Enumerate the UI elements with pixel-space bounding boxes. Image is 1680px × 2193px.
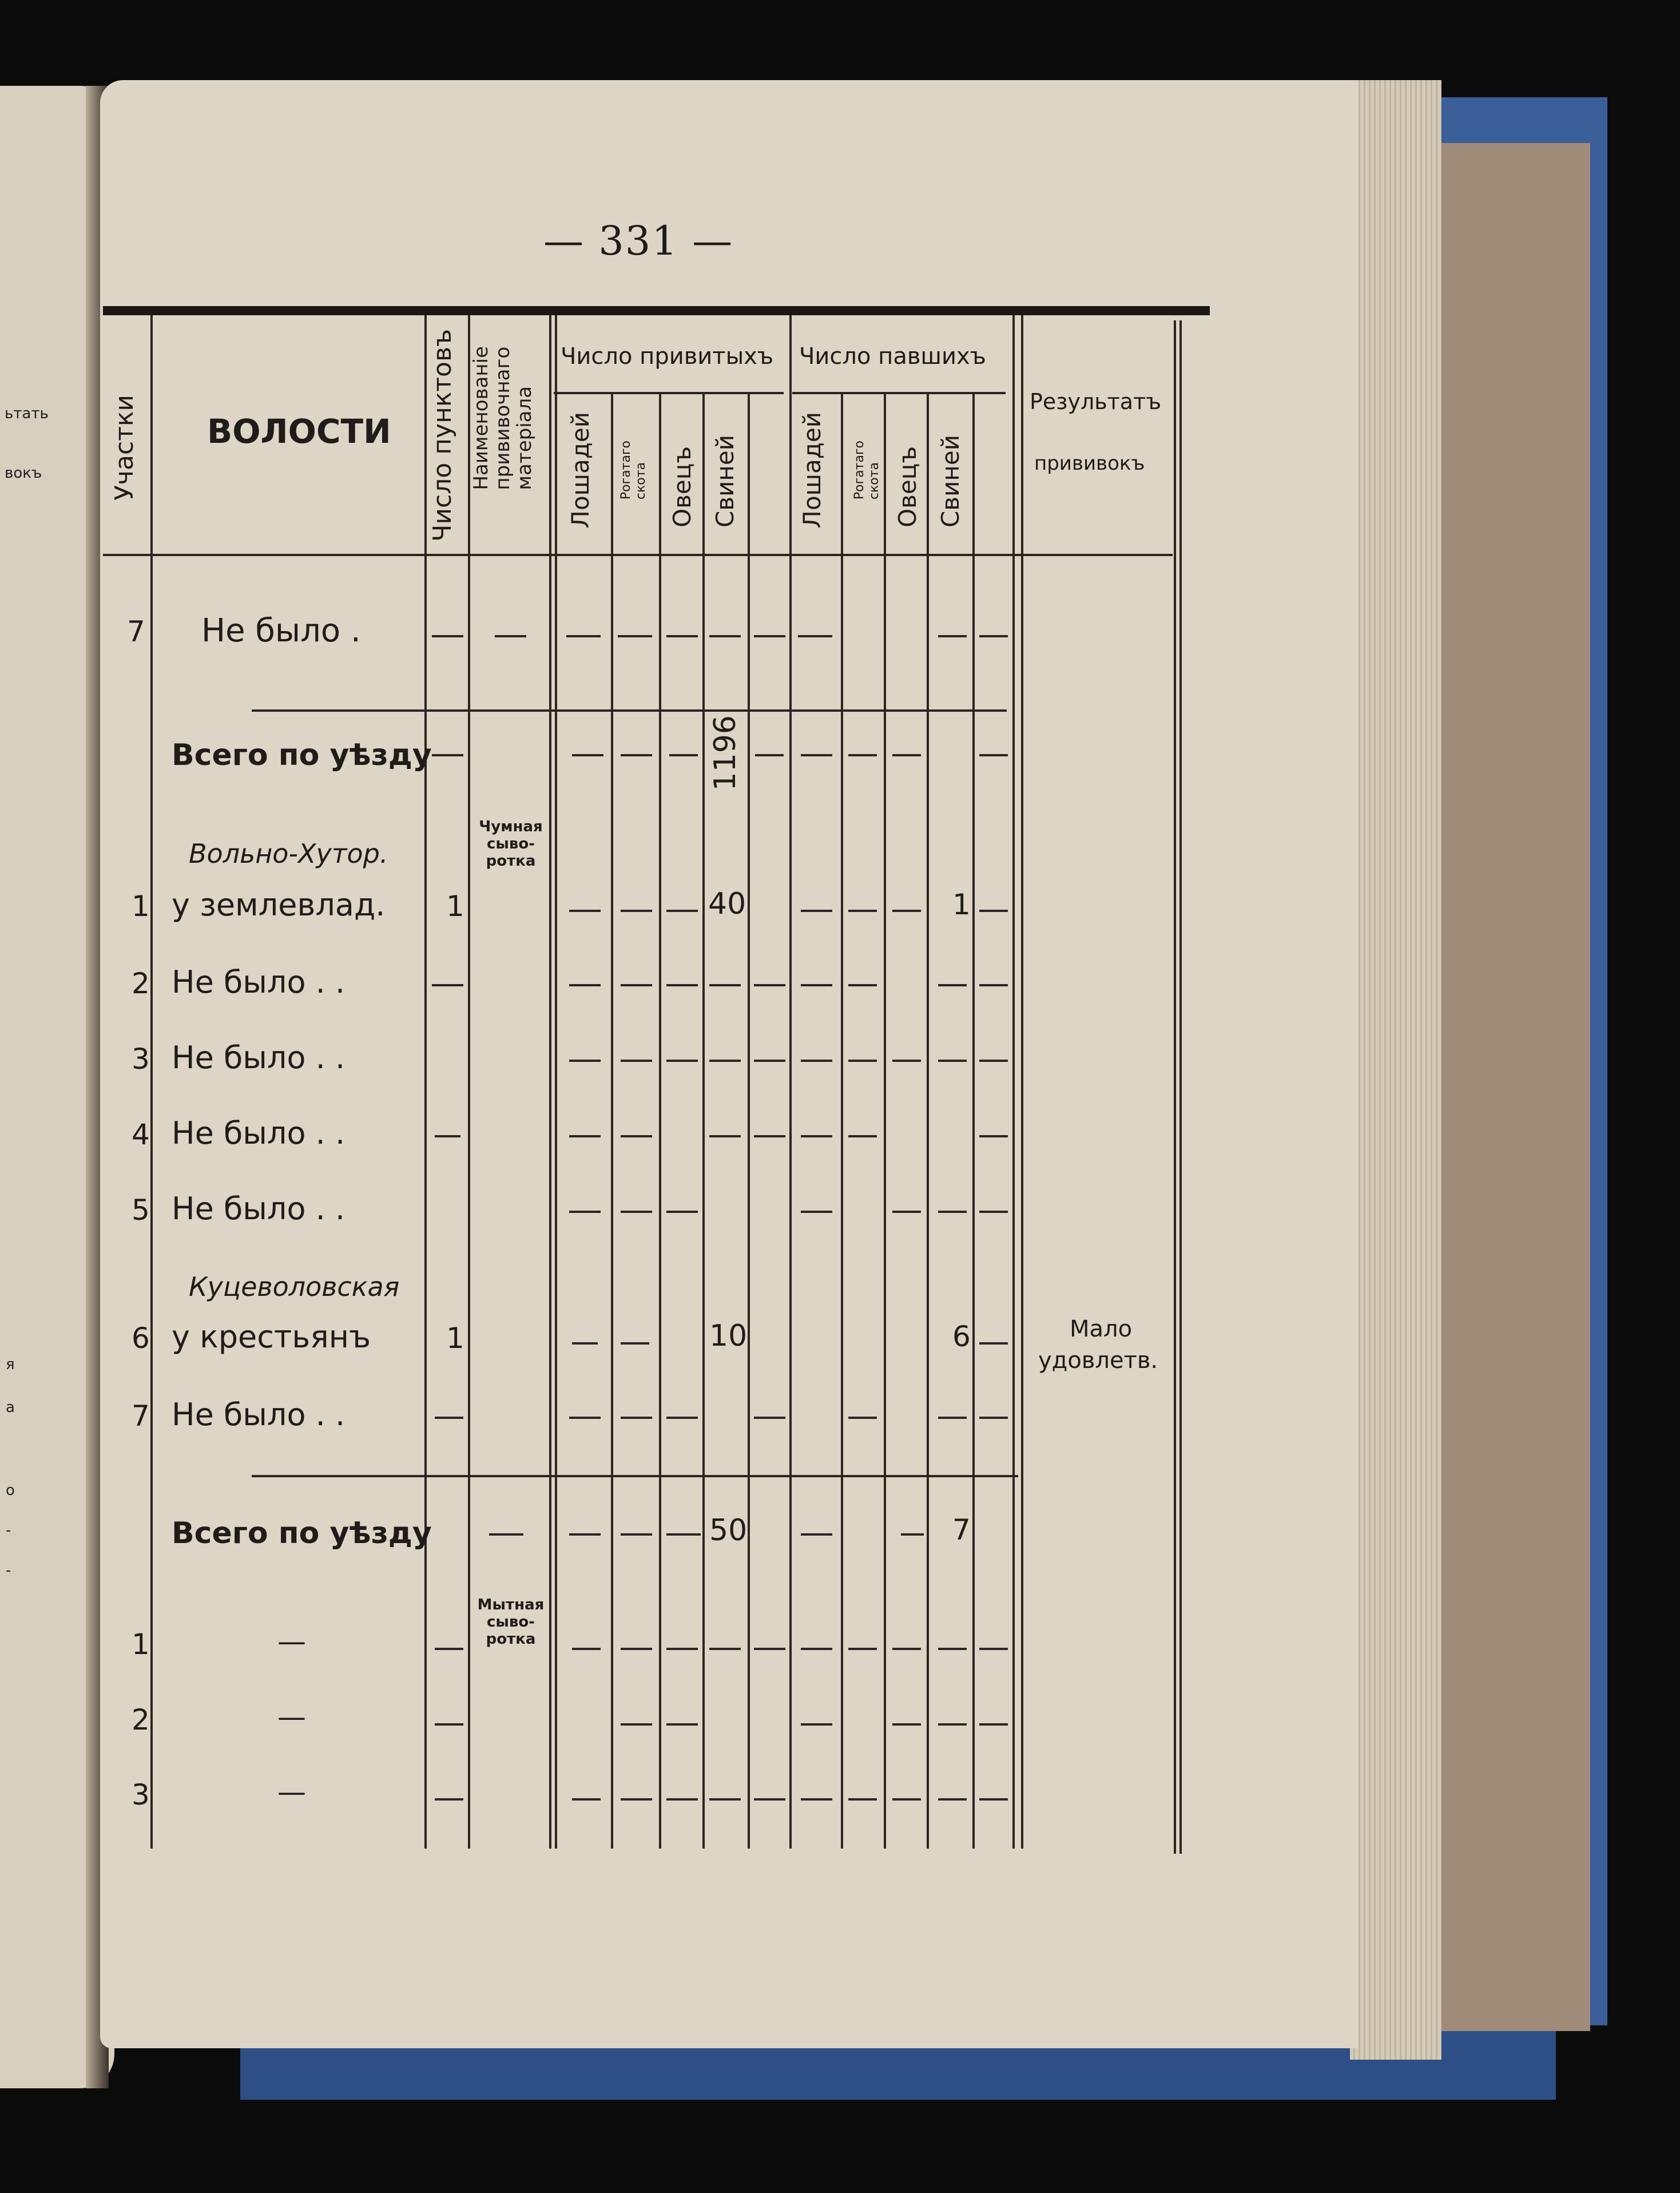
empty-dash <box>666 1648 698 1650</box>
empty-dash <box>979 635 1008 637</box>
empty-dash <box>621 1723 652 1726</box>
empty-dash <box>979 910 1008 912</box>
empty-dash <box>569 1135 601 1137</box>
sviney-privito: 40 <box>708 887 746 921</box>
empty-dash <box>754 984 785 986</box>
empty-dash <box>801 910 832 912</box>
empty-dash <box>848 1648 877 1650</box>
header-rogatogo-pavshikh: Рогатаго скота <box>852 441 881 500</box>
header-uchastki: Участки <box>110 395 139 501</box>
empty-dash <box>754 1060 785 1062</box>
empty-dash <box>754 1648 785 1650</box>
row-number: 3 <box>132 1042 150 1076</box>
empty-dash <box>979 1648 1008 1650</box>
col-rule <box>611 392 613 1849</box>
col-rule <box>884 392 886 1849</box>
left-fragment-1: ьтать <box>5 405 49 422</box>
total-rule-2 <box>252 1475 1018 1477</box>
empty-dash <box>938 1417 967 1419</box>
empty-dash <box>938 1648 967 1650</box>
page-number: — 331 — <box>543 217 734 264</box>
sviney-pavshikh: 1 <box>952 888 971 921</box>
empty-dash <box>938 1060 967 1062</box>
empty-dash <box>892 1798 921 1801</box>
empty-dash <box>848 984 877 986</box>
row-number: 7 <box>127 615 145 648</box>
empty-dash <box>621 1417 652 1419</box>
row-number: 2 <box>132 967 150 1000</box>
header-ovets-pavshikh: Овецъ <box>893 446 922 528</box>
header-chislo-pavshikh: Число павшихъ <box>799 343 986 370</box>
empty-dash <box>901 1533 924 1536</box>
book-board <box>1441 143 1590 2031</box>
empty-dash <box>435 1417 463 1419</box>
empty-dash <box>621 1060 652 1062</box>
empty-dash <box>979 1060 1008 1062</box>
header-naimenovanie: Наименованіе прививочнаго матеріала <box>470 346 536 490</box>
empty-dash <box>801 754 832 756</box>
empty-dash <box>666 635 698 637</box>
empty-dash <box>801 1723 832 1726</box>
col-rule <box>841 392 843 1849</box>
empty-dash <box>979 984 1008 986</box>
empty-dash <box>979 1417 1008 1419</box>
empty-dash <box>892 1211 921 1213</box>
empty-dash <box>569 1060 601 1062</box>
empty-dash <box>435 1723 463 1726</box>
section-volno-khutor: Вольно-Хутор. <box>189 838 388 869</box>
empty-dash <box>489 1533 523 1536</box>
left-fragment-5: о <box>6 1482 15 1499</box>
row-number: 3 <box>132 1778 150 1811</box>
left-fragment-6: - <box>6 1522 11 1539</box>
empty-dash <box>754 1417 785 1419</box>
empty-dash <box>621 1648 652 1650</box>
punkty-count: 1 <box>446 890 464 923</box>
col-rule <box>468 315 470 1849</box>
empty-dash <box>848 754 877 756</box>
page-edges <box>1350 80 1441 2060</box>
empty-dash <box>569 1417 601 1419</box>
volost-name: Не было . . <box>172 964 345 1000</box>
empty-dash <box>666 1723 698 1726</box>
empty-dash <box>801 1211 832 1213</box>
empty-dash <box>892 754 921 756</box>
header-chislo-punktov: Число пунктовъ <box>428 329 457 542</box>
empty-dash <box>801 1648 832 1650</box>
empty-dash <box>979 754 1008 756</box>
empty-dash <box>569 910 601 912</box>
empty-dash <box>848 1798 877 1801</box>
empty-dash <box>666 910 698 912</box>
empty-dash <box>709 1648 741 1650</box>
empty-dash <box>432 754 463 756</box>
row-number: 5 <box>132 1193 150 1227</box>
col-rule <box>549 315 551 1849</box>
volost-name: — <box>277 1775 306 1809</box>
empty-dash <box>666 984 698 986</box>
empty-dash <box>709 635 741 637</box>
col-rule <box>659 392 661 1849</box>
empty-dash <box>848 1417 877 1419</box>
row-number: 1 <box>132 1628 150 1661</box>
empty-dash <box>979 1211 1008 1213</box>
empty-dash <box>754 1798 785 1801</box>
empty-dash <box>938 1211 967 1213</box>
empty-dash <box>798 635 832 637</box>
empty-dash <box>621 1798 652 1801</box>
col-rule <box>150 315 153 1849</box>
empty-dash <box>755 754 784 756</box>
empty-dash <box>569 1533 601 1536</box>
material-chumnaya: Чумная сыво- ротка <box>479 818 543 870</box>
empty-dash <box>621 1533 652 1536</box>
empty-dash <box>709 1135 741 1137</box>
col-rule <box>1012 315 1015 1849</box>
header-rogatogo-privito: Рогатаго скота <box>619 441 648 500</box>
empty-dash <box>801 1533 832 1536</box>
empty-dash <box>709 984 741 986</box>
header-loshadey-privito: Лошадей <box>566 412 594 529</box>
left-fragment-4: а <box>6 1399 15 1416</box>
empty-dash <box>621 910 652 912</box>
punkty-count: 1 <box>446 1322 464 1355</box>
header-sviney-pavshikh: Свиней <box>936 435 964 528</box>
volost-name: — <box>277 1700 306 1734</box>
row-number: 2 <box>132 1703 150 1736</box>
total-sviney-privito: 1196 <box>708 715 742 791</box>
empty-dash <box>979 1798 1008 1801</box>
total-label: Всего по уѣзду <box>172 738 432 772</box>
empty-dash <box>618 635 652 637</box>
empty-dash <box>938 1798 967 1801</box>
header-ovets-privito: Овецъ <box>668 446 696 528</box>
row-number: 7 <box>132 1399 150 1433</box>
empty-dash <box>432 635 463 637</box>
empty-dash <box>709 1798 741 1801</box>
empty-dash <box>569 984 601 986</box>
volost-name: Не было . . <box>172 1191 345 1227</box>
header-rezultat: Результатъ <box>1030 389 1162 414</box>
empty-dash <box>621 1135 652 1137</box>
left-fragment-3: я <box>6 1356 15 1373</box>
sviney-pavshikh: 6 <box>952 1320 971 1353</box>
empty-dash <box>435 1135 460 1137</box>
empty-dash <box>569 1211 601 1213</box>
empty-dash <box>666 1211 698 1213</box>
empty-dash <box>938 1723 967 1726</box>
empty-dash <box>435 1798 463 1801</box>
col-rule <box>1021 315 1023 1849</box>
empty-dash <box>495 635 526 637</box>
header-sviney-privito: Свиней <box>711 435 739 528</box>
empty-dash <box>938 635 967 637</box>
row-number: 1 <box>132 890 150 923</box>
table-top-rule <box>103 306 1210 315</box>
header-privivok: прививокъ <box>1034 452 1145 475</box>
empty-dash <box>801 1060 832 1062</box>
empty-dash <box>666 1417 698 1419</box>
col-rule <box>1179 320 1182 1854</box>
empty-dash <box>938 984 967 986</box>
empty-dash <box>979 1342 1008 1345</box>
col-rule <box>927 392 929 1849</box>
header-loshadey-pavshikh: Лошадей <box>798 412 826 529</box>
empty-dash <box>801 984 832 986</box>
empty-dash <box>979 1723 1008 1726</box>
col-rule <box>702 392 705 1849</box>
rezultat-line-1: Мало <box>1070 1316 1133 1342</box>
col-rule <box>555 315 557 1849</box>
sviney-privito: 10 <box>709 1319 748 1353</box>
empty-dash <box>754 635 785 637</box>
empty-dash <box>621 754 652 756</box>
empty-dash <box>572 1798 601 1801</box>
volost-name: у крестьянъ <box>172 1319 371 1355</box>
empty-dash <box>892 1648 921 1650</box>
empty-dash <box>621 984 652 986</box>
total-sviney-pavshikh: 7 <box>952 1513 971 1546</box>
empty-dash <box>432 984 463 986</box>
col-rule <box>972 392 975 1849</box>
volost-name: Не было . . <box>172 1397 345 1433</box>
empty-dash <box>669 754 698 756</box>
empty-dash <box>572 754 603 756</box>
empty-dash <box>848 1060 877 1062</box>
header-chislo-privitykh: Число привитыхъ <box>561 343 774 370</box>
empty-dash <box>709 1060 741 1062</box>
col-rule <box>1174 320 1176 1854</box>
volost-name: у землевлад. <box>172 887 386 923</box>
empty-dash <box>666 1533 701 1536</box>
empty-dash <box>892 910 921 912</box>
rezultat-line-2: удовлетв. <box>1038 1347 1158 1374</box>
col-rule <box>424 315 427 1849</box>
row-number: 6 <box>132 1322 150 1355</box>
empty-dash <box>979 1135 1008 1137</box>
empty-dash <box>572 1648 601 1650</box>
empty-dash <box>892 1060 921 1062</box>
volost-name: Не было . . <box>172 1115 345 1151</box>
total-label: Всего по уѣзду <box>172 1516 432 1550</box>
empty-dash <box>572 1342 598 1345</box>
col-rule <box>748 392 750 1849</box>
empty-dash <box>848 910 877 912</box>
empty-dash <box>892 1723 921 1726</box>
col-rule <box>789 315 792 1849</box>
empty-dash <box>566 635 601 637</box>
total-rule-1 <box>252 709 1007 712</box>
header-volosti: ВОЛОСТИ <box>207 412 391 451</box>
total-sviney-privito: 50 <box>709 1513 748 1548</box>
empty-dash <box>801 1135 832 1137</box>
empty-dash <box>666 1798 698 1801</box>
left-fragment-2: вокъ <box>5 465 42 482</box>
empty-dash <box>435 1648 463 1650</box>
volost-name: — <box>277 1625 306 1658</box>
volost-name: Не было . . <box>172 1040 345 1076</box>
empty-dash <box>621 1342 649 1345</box>
empty-dash <box>666 1060 698 1062</box>
material-mytnaya: Мытная сыво- ротка <box>477 1596 545 1648</box>
empty-dash <box>621 1211 652 1213</box>
left-fragment-7: - <box>6 1562 11 1579</box>
row-number: 4 <box>132 1118 150 1151</box>
volost-name: Не было . <box>201 612 361 649</box>
empty-dash <box>754 1135 785 1137</box>
empty-dash <box>848 1135 877 1137</box>
empty-dash <box>801 1798 832 1801</box>
section-kutsevolovskaya: Куцеволовская <box>189 1271 400 1302</box>
